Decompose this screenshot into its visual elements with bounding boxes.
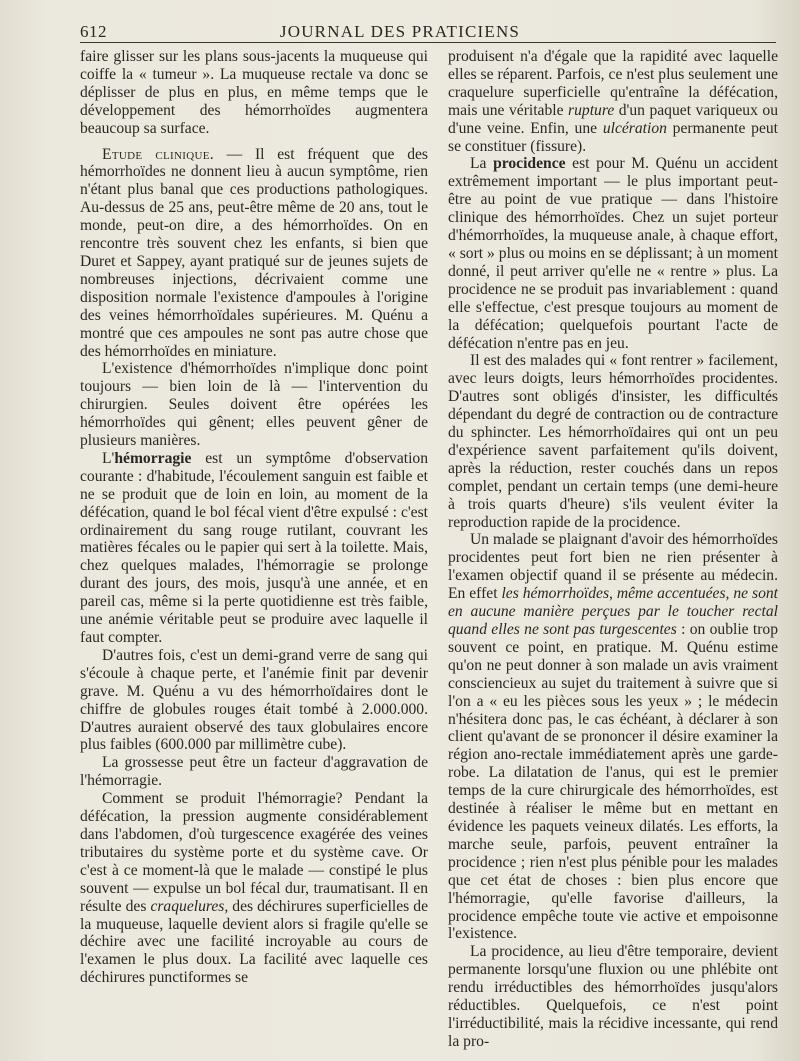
paragraph-text: est un symptôme d'observation courante : d'habitude, l'écoulement sanguin est faible et ne se produit que de loin en loin, au moment de la défécation, quand le bol fécal vient d'être expulsé : c'est ordinairement du sang rouge rutilant, couvrant les matières fécales ou le papier qui sert à la toilette. Mais, chez quelques malades, l'hémorragie se prolonge durant des jours, des mois, jusqu'à une année, et en pareil cas, même si la perte quotidienne est très faible, une anémie véritable peut se produire avec laquelle il faut compter. — [80, 449, 428, 646]
paragraph — [80, 790, 428, 987]
right-column — [448, 48, 778, 1051]
header-rule — [80, 42, 776, 43]
paragraph — [80, 146, 428, 361]
italic-term: ulcération — [602, 119, 667, 137]
paragraph: Il est des malades qui « font rentrer » facilement, avec leurs doigts, leurs hémorrhoïdes procidentes. D'autres sont obligés d'insister, les difficultés dépendant du degré de contraction ou de contracture du sphincter. Les hémorrhoïdaires qui ont un peu d'expérience savent parfaitement qu'ils doivent, après la réduction, rester couchés dans un repos complet, pendant un certain temps (une demi-heure à trois quarts d'heure) s'ils veulent éviter la reproduction rapide de la procidence. — [448, 352, 778, 531]
section-label: Etude clinique. — [102, 145, 214, 163]
paragraph-text: d'un paquet variqueux ou d'une veine. Enfin, une — [448, 101, 778, 137]
paragraph-text: Un malade se plaignant d'avoir des hémorrhoïdes procidentes peut fort bien ne rien présenter à l'examen objectif quand il se présente au médecin. En effet — [448, 531, 778, 603]
paragraph: D'autres fois, c'est un demi-grand verre de sang qui s'écoule à chaque perte, et l'anémie finit par devenir grave. M. Quénu a vu des hémorrhoïdaires dont le chiffre de globules rouges était tombé à 2.000.000. D'autres auraient observé des taux globulaires encore plus faibles (600.000 par millimètre cube). — [80, 646, 428, 754]
page-header — [0, 8, 800, 44]
paragraph-text: permanente peut se constituer (fissure). — [448, 119, 778, 155]
paragraph-text: produisent n'a d'égale que la rapidité avec laquelle elles se réparent. Parfois, ce n'est plus seulement une craquelure superficielle qu'entraîne la défécation, mais une véritable — [448, 48, 778, 119]
paragraph-text: est pour M. Quénu un accident extrêmement important — le plus important peut-être au point de vue pratique — dans l'histoire clinique des hémorrhoïdes. Chez un sujet porteur d'hémorrhoïdes, la muqueuse anale, à chaque effort, « sort » plus ou moins en se déplissant; à un moment donné, il peut arriver qu'elle ne « rentre » plus. La procidence ne se produit pas invariablement : quand elle s'effectue, c'est presque toujours au moment de la défécation; quelquefois pourtant l'acte de défécation n'entre pas en jeu. — [448, 155, 778, 352]
keyword-hemorragie: hémorragie — [114, 449, 192, 467]
paragraph: La grossesse peut être un facteur d'aggravation de l'hémorragie. — [80, 754, 428, 790]
paragraph-text: : on oublie trop souvent ce point, en pratique. M. Quénu estime qu'on ne peut donner à son malade un avis vraiment consciencieux au sujet du traitement à suivre que si l'on a « eu les pièces sous les yeux » ; le médecin n'hésitera donc pas, le cas échéant, à déclarer à son client qu'avant de se prononcer il désire examiner la région ano-rectale immédiatement après une garde-robe. La dilatation de l'anus, qui est le premier temps de la cure chirurgicale des hémorrhoïdes, est destinée à réaliser le même but en mettant en évidence les paquets veineux dilatés. Les efforts, la marche seule, parfois, peuvent entraîner la procidence ; rien n'est plus pénible pour les malades que cet état de choses : bien plus encore que l'hémorragie, qu'elle favorise d'ailleurs, la procidence empêche toute vie active et empoisonne l'existence. — [448, 621, 779, 943]
paragraph-text: Comment se produit l'hémorragie? Pendant la défécation, la pression augmente considérablement dans l'abdomen, d'où turgescence exagérée des veines tributaires du système porte et du système cave. Or c'est à ce moment-là que le malade — constipé le plus souvent — expulse un bol fécal dur, traumatisant. Il en résulte des — [80, 790, 428, 915]
paragraph-lead: L' — [102, 449, 115, 467]
paragraph — [80, 450, 428, 647]
paragraph: faire glisser sur les plans sous-jacents la muqueuse qui coiffe la « tumeur ». La muqueuse rectale va donc se déplisser de plus en plus, en même temps que le développement des hémorrhoïdes augmentera beaucoup sa surface. — [80, 48, 428, 137]
italic-passage: les hémorrhoïdes, même accentuées, ne sont en aucune manière perçues par le toucher rectal quand elles ne sont pas turgescentes — [448, 585, 778, 638]
paragraph: La procidence, au lieu d'être temporaire, devient permanente lorsqu'une fluxion ou une phlébite ont rendu irréductibles des hémorrhoïdes jusqu'alors réductibles. Quelquefois, ce n'est point l'irréductibilité, mais la récidive incessante, qui rend la pro- — [448, 943, 778, 1050]
keyword-procidence: procidence — [493, 155, 566, 173]
paragraph-text: des déchirures superficielles de la muqueuse, laquelle devient alors si fragile qu'elle se déchire avec une facilité incroyable au cours de l'examen le plus doux. La facilité avec laquelle ces déchirures punctiformes se — [80, 897, 428, 987]
paragraph — [448, 531, 778, 943]
page-number: 612 — [80, 22, 107, 41]
italic-term: rupture — [568, 101, 615, 119]
paragraph-lead: La — [470, 155, 494, 173]
journal-title: JOURNAL DES PRATICIENS — [279, 22, 521, 41]
left-column — [80, 48, 428, 987]
paragraph: L'existence d'hémorrhoïdes n'implique donc point toujours — bien loin de là — l'intervention du chirurgien. Seules doivent être opérées les hémorrhoïdes qui gênent; elles peuvent gêner de plusieurs manières. — [80, 360, 428, 450]
paragraph — [448, 155, 778, 352]
paragraph — [448, 48, 778, 155]
paragraph-text: — Il est fréquent que des hémorrhoïdes ne donnent lieu à aucun symptôme, rien n'étant plus banal que ces productions pathologiques. Au-dessus de 25 ans, peut-être même de 20 ans, tout le monde, peut-on dire, a des hémorrhoïdes. On en rencontre très souvent chez les enfants, si bien que Duret et Sappey, ayant pratiqué sur de jeunes sujets de nombreuses injections, décrivaient comme une disposition normale l'existence d'ampoules à l'origine des veines hémorrhoïdales supérieures. M. Quénu a montré que ces ampoules ne sont pas autre chose que des hémorrhoïdes en miniature. — [80, 145, 428, 360]
italic-term: craquelures, — [150, 897, 229, 915]
